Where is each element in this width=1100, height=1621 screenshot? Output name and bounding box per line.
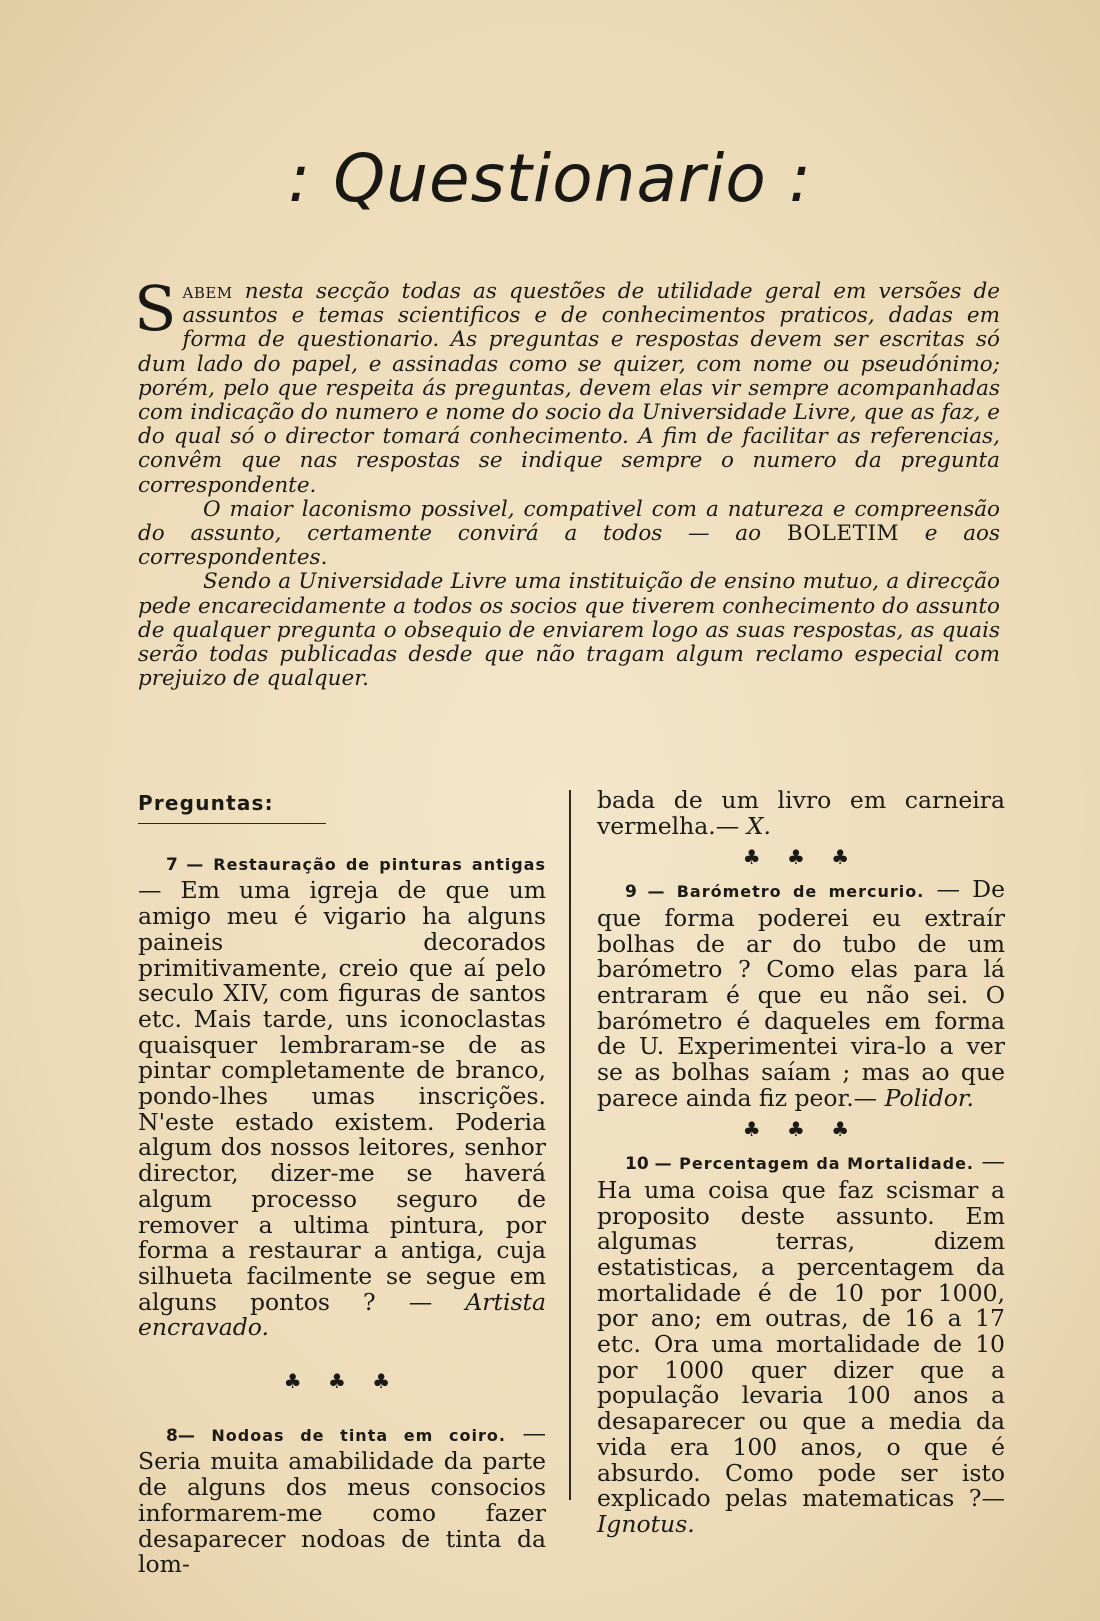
question-signature: Ignotus.: [597, 1509, 695, 1538]
question-8: [138, 1418, 546, 1579]
question-body: — Ha uma coisa que faz scismar a proposito deste assunto. Em algumas terras, dizem estatisticas, a percentagem da mortalidade é de 10 por 1000, por ano; em outras, de 16 a 17 etc. Ora uma mortalidade de 10 por 1000 quer dizer que a população levaria 100 anos a desaparecer ou que a media da vida era 100 anos, o que é absurdo. Como pode ser isto explicado pelas matematicas ?—: [597, 1147, 1006, 1513]
intro-text-2a: O maior laconismo possivel, compativel com a natureza e compreensão do assunto, certamente convirá a todos — ao: [138, 496, 1000, 547]
intro-text-2c: e aos correspondentes.: [138, 521, 1000, 571]
question-title: Percentagem da Mortalidade.: [679, 1154, 975, 1174]
question-body: — De que forma poderei eu extraír bolhas de ar do tubo de um barómetro ? Como elas para lá entraram é que eu não sei. O barómetro é daqueles em forma de U. Experimentei vira-lo a ver se as bolhas saíam ; mas ao que parece ainda fiz peor.—: [597, 875, 1005, 1112]
question-number: 10 —: [625, 1154, 672, 1175]
intro-paragraph-1: [134, 272, 1000, 498]
question-number: 7 —: [166, 854, 204, 875]
intro-section: [134, 272, 1000, 692]
right-column: [597, 788, 1005, 1538]
question-body-continued: bada de um livro em carneira vermelha.—: [597, 786, 1005, 840]
intro-first-word: abem: [182, 279, 233, 304]
left-column: [138, 790, 546, 1578]
boletim-label: BOLETIM: [786, 521, 899, 547]
question-body: — Em uma igreja de que um amigo meu é vigario ha alguns paineis decorados primitivamente, creio que aí pelo seculo XIV, com figuras de santos etc. Mais tarde, uns iconoclastas quaisquer lembraram-se de as pintar completamente de branco, pondo-lhes umas inscrições. N'este estado existem. Poderia algum dos nossos leitores, senhor director, dizer-me se haverá algum processo seguro de remover a ultima pintura, por forma a restaurar a antiga, cuja silhueta facilmente se segue em alguns pontos ? —: [138, 876, 546, 1316]
drop-cap: S: [134, 272, 177, 345]
ornament-divider: ♣ ♣ ♣: [283, 1369, 401, 1394]
intro-text-1: nesta secção todas as questões de utilidade geral em versões de assuntos e temas scientificos e de conhecimentos praticos, dadas em forma de questionario. As preguntas e respostas devem ser escritas só dum lado do papel, e assinadas como se quizer, com nome ou pseudónimo; porém, pelo que respeita ás preguntas, devem elas vir sempre acompanhadas com indicação do numero e nome do socio da Universidade Livre, que as faz, e do qual só o director tomará conhecimento. A fim de facilitar as referencias, convêm que nas respostas se indique sempre o numero da pregunta correspondente.: [138, 279, 1000, 498]
page-title: : Questionario :: [288, 140, 812, 217]
intro-paragraph-2: [138, 498, 1000, 571]
ornament-divider: ♣ ♣ ♣: [742, 845, 860, 870]
question-body: — Seria muita amabilidade da parte de alguns dos meus consocios informarem-me como fazer desaparecer nodoas de tinta da lom-: [138, 1418, 546, 1579]
question-title: Nodoas de tinta em coiro.: [211, 1425, 506, 1445]
section-heading: Preguntas:: [138, 791, 326, 824]
question-number: 9 —: [625, 882, 665, 903]
question-signature: Polidor.: [884, 1083, 975, 1112]
question-signature: Artista encravado.: [138, 1287, 546, 1342]
ornament-divider: ♣ ♣ ♣: [742, 1117, 860, 1142]
question-signature: X.: [746, 811, 771, 840]
intro-paragraph-3: Sendo a Universidade Livre uma instituição de ensino mutuo, a direcção pede encarecidamente a todos os socios que tiverem conhecimento do assunto de qualquer pregunta o obsequio de enviarem logo as suas respostas, as quais serão todas publicadas desde que não tragam algum reclamo especial com prejuizo de qualquer.: [138, 569, 1000, 692]
question-title: Barómetro de mercurio.: [676, 882, 925, 902]
question-9: [597, 877, 1005, 1111]
column-divider: [569, 790, 571, 1500]
question-number: 8—: [166, 1425, 195, 1446]
question-title: Restauração de pinturas antigas: [213, 854, 546, 874]
question-10: [597, 1149, 1005, 1538]
question-7: [138, 850, 546, 1341]
question-8-continuation: [597, 788, 1005, 839]
